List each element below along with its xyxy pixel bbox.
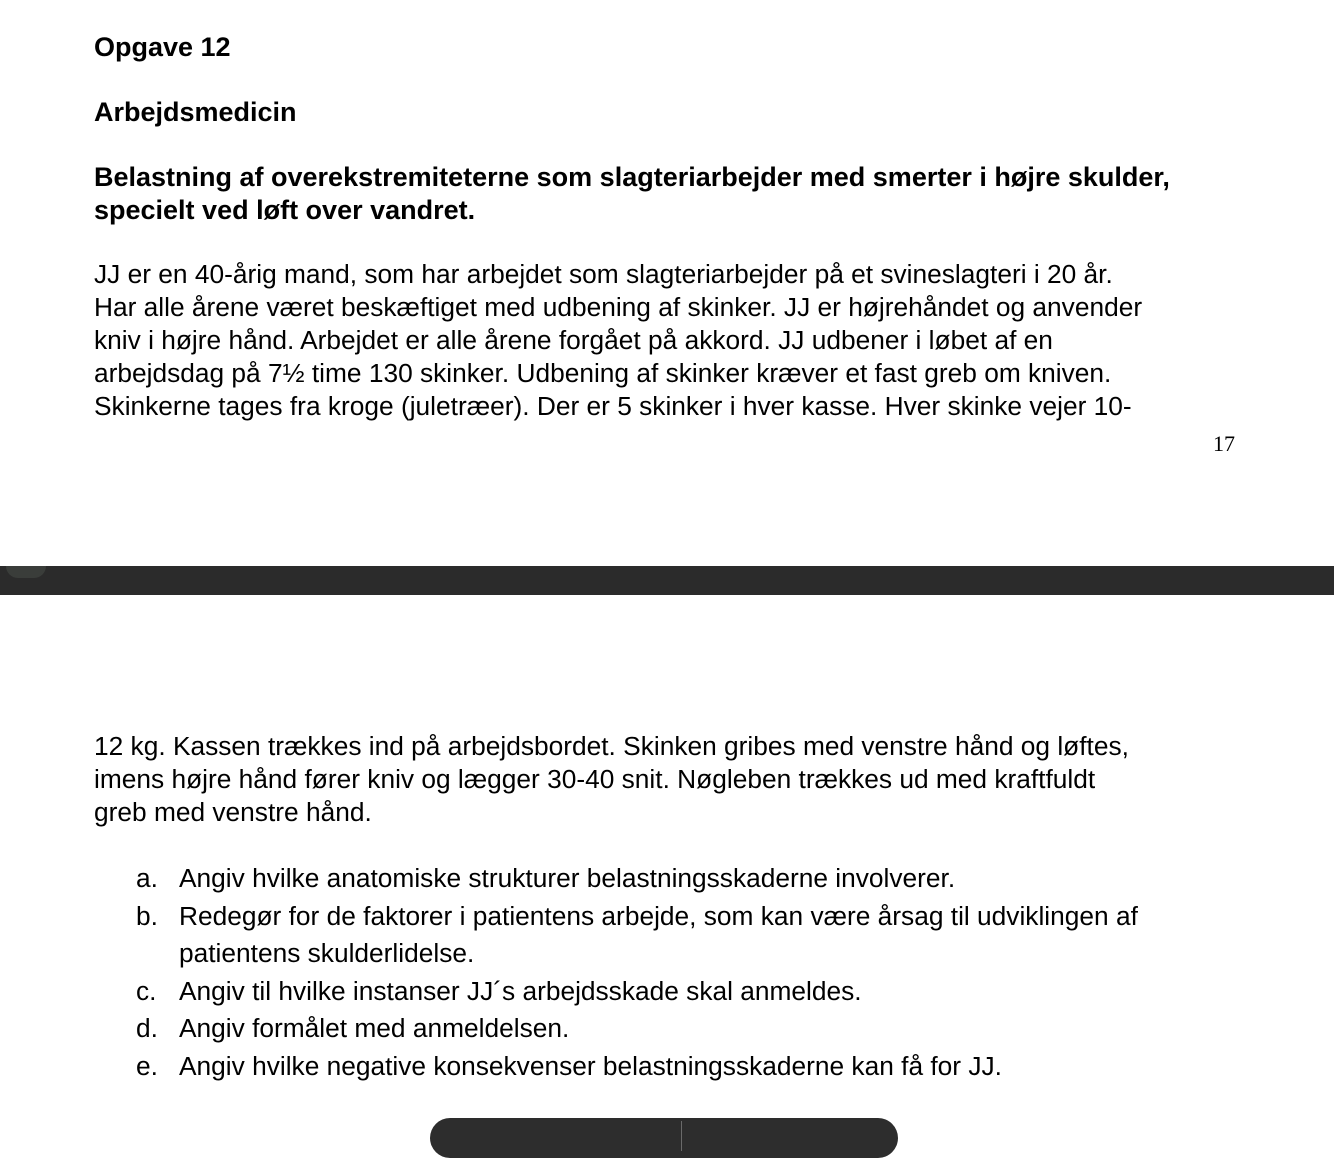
- paragraph-line: 12 kg. Kassen trækkes ind på arbejdsbordet. Skinken gribes med venstre hånd og løftes,: [94, 731, 1129, 761]
- toolbar-divider: [681, 1121, 682, 1151]
- case-heading-line: specielt ved løft over vandret.: [94, 195, 476, 225]
- paragraph-line: arbejdsdag på 7½ time 130 skinker. Udbening af skinker kræver et fast greb om kniven.: [94, 358, 1112, 388]
- pdf-page-17: [0, 0, 1334, 566]
- case-heading-line: Belastning af overekstremiteterne som slagteriarbejder med smerter i højre skulder,: [94, 162, 1170, 192]
- question-item: [136, 1048, 1236, 1086]
- subject-heading: Arbejdsmedicin: [94, 97, 297, 127]
- question-text: Angiv hvilke negative konsekvenser belastningsskaderne kan få for JJ.: [179, 1050, 1002, 1081]
- case-heading: [94, 161, 1254, 227]
- case-paragraph-2: [94, 730, 1254, 829]
- question-list: [136, 860, 1236, 1085]
- question-marker: d.: [136, 1013, 158, 1043]
- page-separator-bar: [0, 566, 1334, 595]
- question-marker: a.: [136, 863, 158, 893]
- paragraph-line: Skinkerne tages fra kroge (juletræer). Der er 5 skinker i hver kasse. Hver skinke vejer 10-: [94, 391, 1132, 421]
- question-item: [136, 1010, 1236, 1048]
- question-item: [136, 898, 1236, 973]
- question-text: Angiv formålet med anmeldelsen.: [179, 1013, 570, 1043]
- question-marker: c.: [136, 975, 157, 1006]
- question-text: Redegør for de faktorer i patientens arbejde, som kan være årsag til udviklingen af: [179, 900, 1138, 931]
- floating-viewer-toolbar[interactable]: [430, 1118, 898, 1158]
- question-text: Angiv til hvilke instanser JJ´s arbejdsskade skal anmeldes.: [179, 975, 862, 1006]
- paragraph-line: Har alle årene været beskæftiget med udbening af skinker. JJ er højrehåndet og anvender: [94, 292, 1143, 322]
- question-marker: e.: [136, 1050, 158, 1081]
- page-number: 17: [1213, 431, 1235, 456]
- question-text: patientens skulderlidelse.: [179, 938, 475, 968]
- question-marker: b.: [136, 900, 158, 931]
- paragraph-line: greb med venstre hånd.: [94, 797, 372, 827]
- paragraph-line: imens højre hånd fører kniv og lægger 30-40 snit. Nøgleben trækkes ud med kraftfuldt: [94, 764, 1096, 794]
- viewer-control-edge: [6, 566, 46, 578]
- question-item: [136, 973, 1236, 1011]
- question-text: Angiv hvilke anatomiske strukturer belastningsskaderne involverer.: [179, 863, 956, 893]
- question-item: [136, 860, 1236, 898]
- task-title: Opgave 12: [94, 32, 231, 62]
- case-paragraph-1: [94, 258, 1254, 423]
- paragraph-line: JJ er en 40-årig mand, som har arbejdet som slagteriarbejder på et svineslagteri i 20 år.: [94, 259, 1113, 289]
- paragraph-line: kniv i højre hånd. Arbejdet er alle årene forgået på akkord. JJ udbener i løbet af en: [94, 325, 1053, 355]
